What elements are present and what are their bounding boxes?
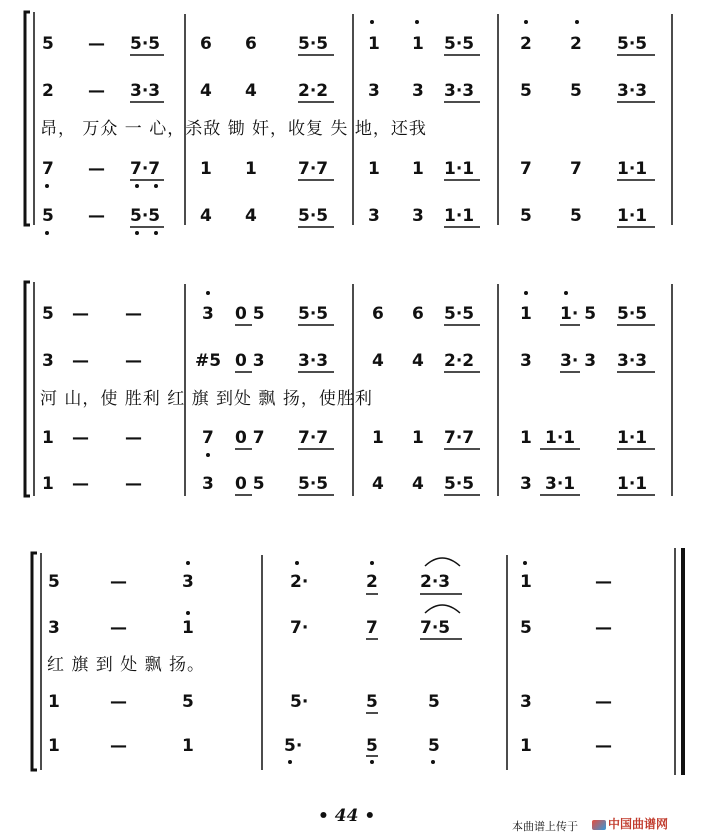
note: 7·5: [420, 618, 451, 638]
note: —: [72, 428, 89, 448]
note: —: [110, 692, 127, 712]
note: 2: [570, 34, 582, 54]
note: 3: [202, 474, 214, 494]
note: 1·1: [617, 206, 648, 226]
note: 0 7: [235, 428, 265, 448]
note: 4: [245, 81, 257, 101]
note: 5·5: [298, 34, 329, 54]
note: 2·: [290, 572, 309, 592]
note: 4: [200, 81, 212, 101]
note: 7: [520, 159, 532, 179]
note: 3: [412, 206, 424, 226]
note: 3: [520, 692, 532, 712]
note: 5: [428, 736, 440, 756]
note: 3·1: [545, 474, 576, 494]
note: 4: [200, 206, 212, 226]
note: 3: [48, 618, 60, 638]
note: —: [88, 34, 105, 54]
note: 3: [368, 206, 380, 226]
note: 1: [182, 736, 194, 756]
note: 5: [366, 692, 378, 712]
note: 3· 3: [560, 351, 597, 371]
note: 1·1: [444, 206, 475, 226]
note: 2·3: [420, 572, 451, 592]
note: 6: [372, 304, 384, 324]
note: 3: [202, 304, 214, 324]
note: 7: [202, 428, 214, 448]
logo-icon: [592, 820, 606, 830]
note: 1·1: [617, 428, 648, 448]
note: 5: [520, 81, 532, 101]
note: 2: [520, 34, 532, 54]
note: 7·7: [130, 159, 161, 179]
note: 5: [48, 572, 60, 592]
note: 1: [520, 572, 532, 592]
note: 4: [372, 351, 384, 371]
note: 1: [520, 304, 532, 324]
note: 3: [42, 351, 54, 371]
note: 5: [570, 206, 582, 226]
note: 1: [412, 159, 424, 179]
note: —: [125, 304, 142, 324]
upload-credit: 本曲谱上传于: [512, 820, 578, 833]
note: 5: [570, 81, 582, 101]
note: 1: [372, 428, 384, 448]
note: 5: [42, 34, 54, 54]
note: #5: [195, 351, 222, 371]
note: 1·1: [617, 474, 648, 494]
note: 3·3: [130, 81, 161, 101]
note: 1: [200, 159, 212, 179]
note: —: [125, 474, 142, 494]
note: 5·5: [130, 206, 161, 226]
note: 2: [42, 81, 54, 101]
note: 1: [520, 428, 532, 448]
note: —: [125, 428, 142, 448]
note: 1: [42, 428, 54, 448]
note: 1: [42, 474, 54, 494]
system-2-lyrics: 河 山，使 胜利 红 旗 到处 飘 扬，使胜利: [40, 389, 373, 409]
note: 7: [570, 159, 582, 179]
note: —: [72, 474, 89, 494]
note: 5·5: [617, 304, 648, 324]
note: 7·7: [444, 428, 475, 448]
note: 7: [366, 618, 378, 638]
note: 3·3: [444, 81, 475, 101]
note: 3: [412, 81, 424, 101]
note: 1: [412, 428, 424, 448]
note: —: [88, 81, 105, 101]
note: 5: [366, 736, 378, 756]
note: 4: [412, 474, 424, 494]
note: 5·5: [444, 474, 475, 494]
note: 6: [412, 304, 424, 324]
note: 3: [520, 474, 532, 494]
note: 5·5: [298, 474, 329, 494]
note: 5: [182, 692, 194, 712]
note: 2·2: [298, 81, 329, 101]
note: 5: [42, 304, 54, 324]
note: 0 5: [235, 304, 265, 324]
note: 2: [366, 572, 378, 592]
note: 1·1: [444, 159, 475, 179]
note: 1: [182, 618, 194, 638]
note: 5: [42, 206, 54, 226]
note: 1: [520, 736, 532, 756]
note: 7: [42, 159, 54, 179]
note: 4: [245, 206, 257, 226]
note: —: [595, 618, 612, 638]
note: 5·5: [298, 206, 329, 226]
note: 1: [412, 34, 424, 54]
note: 5: [520, 618, 532, 638]
note: 1· 5: [560, 304, 597, 324]
note: 3·3: [617, 351, 648, 371]
note: 1: [245, 159, 257, 179]
note: 5·5: [617, 34, 648, 54]
note: —: [125, 351, 142, 371]
site-logo: [592, 815, 668, 832]
note: —: [88, 159, 105, 179]
note: —: [72, 351, 89, 371]
note: 5·: [284, 736, 303, 756]
note: 3: [520, 351, 532, 371]
note: —: [595, 736, 612, 756]
note: 6: [200, 34, 212, 54]
note: 5·5: [444, 304, 475, 324]
note: 1: [368, 34, 380, 54]
note: 7·7: [298, 428, 329, 448]
system-1-lyrics: 昂， 万众 一 心，杀敌 锄 奸，收复 失 地，还我: [40, 119, 427, 139]
note: 0 3: [235, 351, 265, 371]
note: 5·: [290, 692, 309, 712]
note: 1·1: [617, 159, 648, 179]
note: 3: [368, 81, 380, 101]
note: 5·5: [298, 304, 329, 324]
note: 3: [182, 572, 194, 592]
note: 7·7: [298, 159, 329, 179]
note: 3·3: [298, 351, 329, 371]
note: 4: [412, 351, 424, 371]
note: 3·3: [617, 81, 648, 101]
note: —: [595, 692, 612, 712]
note: 1: [368, 159, 380, 179]
note: 0 5: [235, 474, 265, 494]
note: 6: [245, 34, 257, 54]
site-logo-text: 中国曲谱网: [608, 817, 669, 831]
note: —: [595, 572, 612, 592]
note: 4: [372, 474, 384, 494]
note: —: [110, 736, 127, 756]
note: 5·5: [444, 34, 475, 54]
note: 1: [48, 736, 60, 756]
note: —: [110, 572, 127, 592]
note: 1: [48, 692, 60, 712]
note: —: [88, 206, 105, 226]
note: 5·5: [130, 34, 161, 54]
note: 2·2: [444, 351, 475, 371]
note: 5: [428, 692, 440, 712]
page-number: • 44 •: [318, 806, 376, 826]
note: —: [72, 304, 89, 324]
note: 1·1: [545, 428, 576, 448]
note: 7·: [290, 618, 309, 638]
note: 5: [520, 206, 532, 226]
note: —: [110, 618, 127, 638]
system-3-lyrics: 红 旗 到 处 飘 扬。: [47, 655, 206, 675]
